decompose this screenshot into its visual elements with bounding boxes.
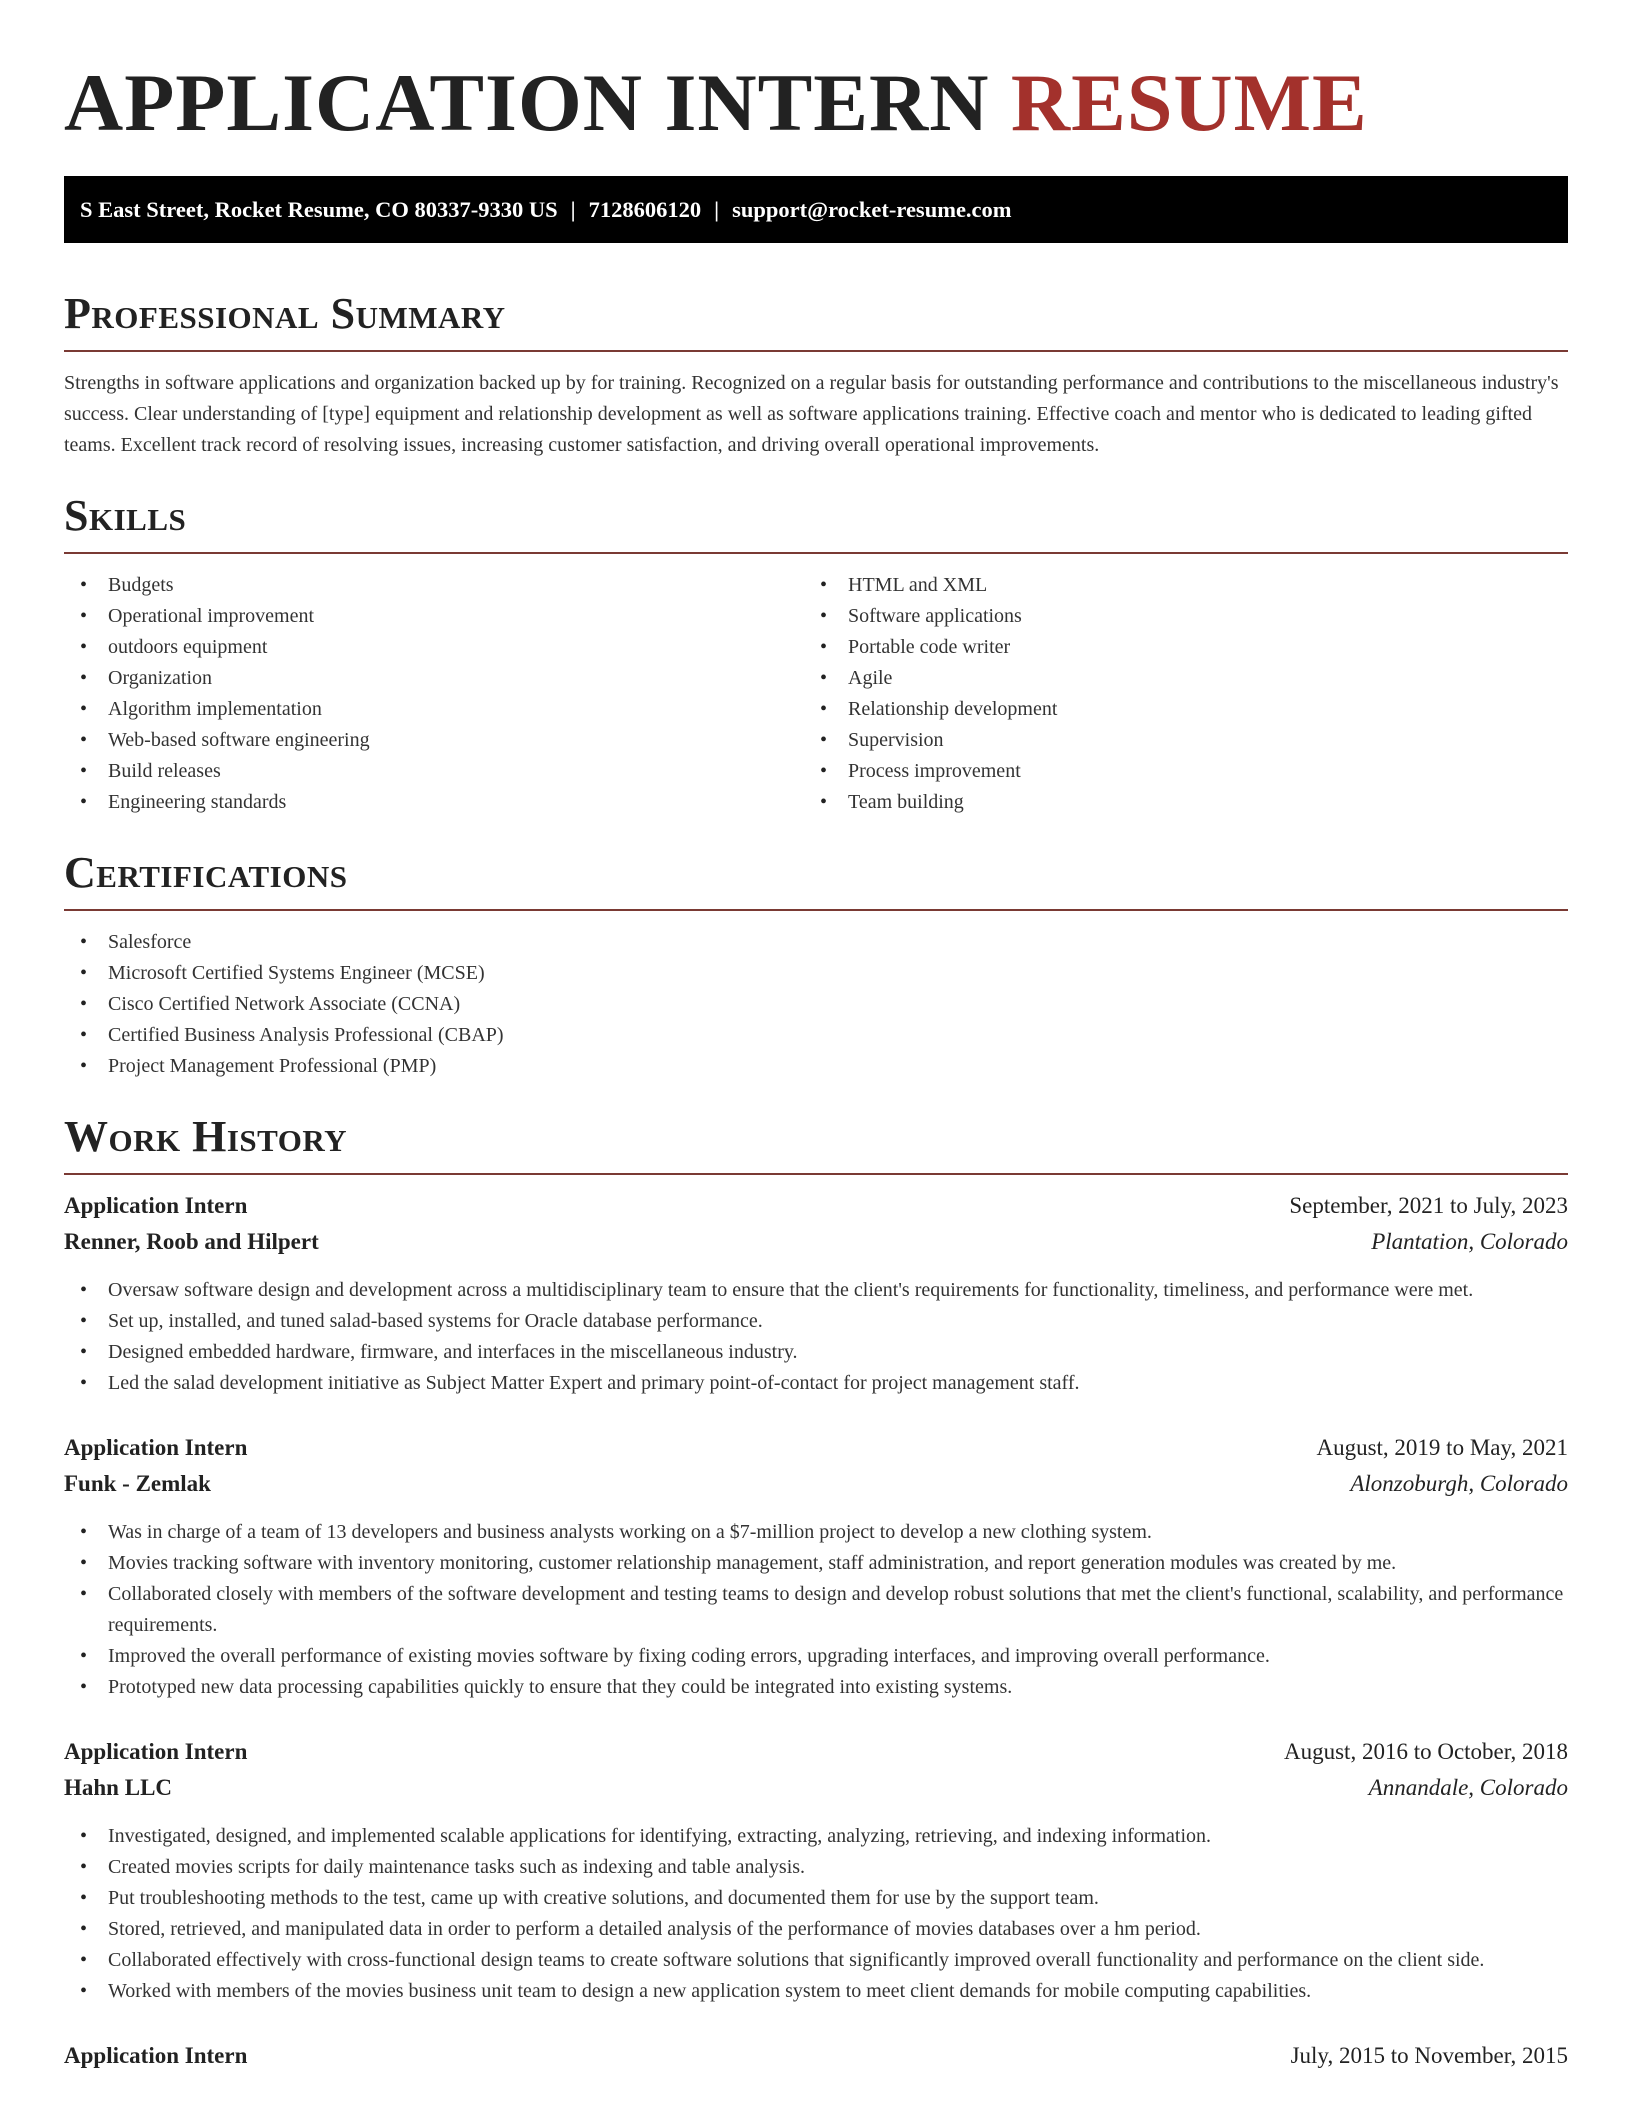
skill-item: • Software applications (804, 601, 1544, 632)
skills-grid (64, 570, 1568, 818)
job-bullet: • Improved the overall performance of existing movies software by fixing coding errors, upgrading interfaces, and improving overall performance. (64, 1641, 1568, 1672)
skill-item: • Budgets (64, 570, 804, 601)
section-divider (64, 552, 1568, 554)
skill-item: • HTML and XML (804, 570, 1544, 601)
job-title-row (64, 1193, 1568, 1229)
job-title-row (64, 2043, 1568, 2079)
job-location: Plantation, Colorado (1371, 1229, 1568, 1254)
skills-list-right (804, 570, 1544, 818)
work-history-heading: Work History (64, 1112, 348, 1161)
job-bullet: • Movies tracking software with inventory monitoring, customer relationship management, staff administration, and report generation modules was created by me. (64, 1548, 1568, 1579)
job-entry (64, 1739, 1568, 2007)
job-title: Application Intern (64, 1435, 248, 1460)
job-company-row (64, 1775, 1568, 1811)
job-location: Annandale, Colorado (1368, 1775, 1568, 1800)
job-dates: September, 2021 to July, 2023 (1289, 1193, 1568, 1218)
job-bullet: • Put troubleshooting methods to the test, came up with creative solutions, and documented them for use by the support team. (64, 1883, 1568, 1914)
skill-item: • Engineering standards (64, 787, 804, 818)
job-title: Application Intern (64, 2043, 248, 2068)
contact-separator: | (714, 196, 720, 222)
job-bullets (64, 1821, 1568, 2007)
skills-list-left (64, 570, 804, 818)
work-history-section (64, 1110, 1568, 2079)
job-bullet: • Designed embedded hardware, firmware, and interfaces in the miscellaneous industry. (64, 1337, 1568, 1368)
skill-item: • Supervision (804, 725, 1544, 756)
job-dates: July, 2015 to November, 2015 (1290, 2043, 1568, 2068)
skill-item: • Portable code writer (804, 632, 1544, 663)
job-company-row (64, 1471, 1568, 1507)
job-entry (64, 2043, 1568, 2079)
job-bullet: • Stored, retrieved, and manipulated data in order to perform a detailed analysis of the performance of movies databases over a hm period. (64, 1914, 1568, 1945)
title-accent: RESUME (1010, 57, 1368, 148)
job-title: Application Intern (64, 1739, 248, 1764)
job-title-row (64, 1435, 1568, 1471)
job-title-row (64, 1739, 1568, 1775)
skill-item: • Process improvement (804, 756, 1544, 787)
skill-item: • Algorithm implementation (64, 694, 804, 725)
summary-heading: Professional Summary (64, 289, 506, 338)
certification-item: • Microsoft Certified Systems Engineer (MCSE) (64, 958, 1568, 989)
section-divider (64, 909, 1568, 911)
job-bullet: • Collaborated effectively with cross-functional design teams to create software solutions that significantly improved overall functionality and performance on the client side. (64, 1945, 1568, 1976)
job-bullet: • Created movies scripts for daily maintenance tasks such as indexing and table analysis. (64, 1852, 1568, 1883)
job-company: Hahn LLC (64, 1775, 173, 1800)
job-company-row (64, 1229, 1568, 1265)
skill-item: • Team building (804, 787, 1544, 818)
job-dates: August, 2019 to May, 2021 (1316, 1435, 1568, 1460)
contact-phone: 7128606120 (588, 196, 702, 222)
contact-bar (64, 176, 1568, 243)
job-bullets (64, 1517, 1568, 1703)
certification-item: • Salesforce (64, 927, 1568, 958)
job-dates: August, 2016 to October, 2018 (1284, 1739, 1568, 1764)
jobs-container (64, 1193, 1568, 2079)
skill-item: • Web-based software engineering (64, 725, 804, 756)
contact-email: support@rocket-resume.com (732, 196, 1012, 222)
skill-item: • outdoors equipment (64, 632, 804, 663)
job-bullet: • Oversaw software design and development across a multidisciplinary team to ensure that the client's requirements for functionality, timeliness, and performance were met. (64, 1275, 1568, 1306)
job-title: Application Intern (64, 1193, 248, 1218)
section-divider (64, 1173, 1568, 1175)
contact-address: S East Street, Rocket Resume, CO 80337-9330 US (80, 196, 558, 222)
job-bullets (64, 1275, 1568, 1399)
summary-section (64, 287, 1568, 461)
job-bullet: • Was in charge of a team of 13 developers and business analysts working on a $7-million project to develop a new clothing system. (64, 1517, 1568, 1548)
job-location: Alonzoburgh, Colorado (1350, 1471, 1568, 1496)
job-company: Renner, Roob and Hilpert (64, 1229, 319, 1254)
certification-item: • Project Management Professional (PMP) (64, 1051, 1568, 1082)
skill-item: • Agile (804, 663, 1544, 694)
contact-separator: | (570, 196, 576, 222)
job-bullet: • Investigated, designed, and implemented scalable applications for identifying, extracting, analyzing, retrieving, and indexing information. (64, 1821, 1568, 1852)
skill-item: • Relationship development (804, 694, 1544, 725)
summary-text: Strengths in software applications and organization backed up by for training. Recognized on a regular basis for outstanding performance and contributions to the miscellaneous industry's success. Clear understanding of [type] equipment and relationship development as well as software applications training. Effective coach and mentor who is dedicated to leading gifted teams. Excellent track record of resolving issues, increasing customer satisfaction, and driving overall operational improvements. (64, 372, 1559, 456)
section-divider (64, 350, 1568, 352)
job-bullet: • Set up, installed, and tuned salad-based systems for Oracle database performance. (64, 1306, 1568, 1337)
skills-section (64, 489, 1568, 818)
job-entry (64, 1435, 1568, 1703)
certifications-section (64, 846, 1568, 1082)
job-entry (64, 1193, 1568, 1399)
certifications-heading: Certifications (64, 848, 348, 897)
job-bullet: • Prototyped new data processing capabilities quickly to ensure that they could be integrated into existing systems. (64, 1672, 1568, 1703)
job-bullet: • Collaborated closely with members of the software development and testing teams to design and develop robust solutions that met the client's functional, scalability, and performance requirements. (64, 1579, 1568, 1641)
title-main: APPLICATION INTERN (64, 57, 990, 148)
job-bullet: • Worked with members of the movies business unit team to design a new application system to meet client demands for mobile computing capabilities. (64, 1976, 1568, 2007)
skills-heading: Skills (64, 491, 187, 540)
skill-item: • Operational improvement (64, 601, 804, 632)
certification-item: • Cisco Certified Network Associate (CCNA) (64, 989, 1568, 1020)
certification-item: • Certified Business Analysis Professional (CBAP) (64, 1020, 1568, 1051)
skill-item: • Build releases (64, 756, 804, 787)
resume-title (64, 48, 1568, 158)
job-company: Funk - Zemlak (64, 1471, 211, 1496)
certifications-list (64, 927, 1568, 1082)
job-bullet: • Led the salad development initiative as Subject Matter Expert and primary point-of-contact for project management staff. (64, 1368, 1568, 1399)
skill-item: • Organization (64, 663, 804, 694)
